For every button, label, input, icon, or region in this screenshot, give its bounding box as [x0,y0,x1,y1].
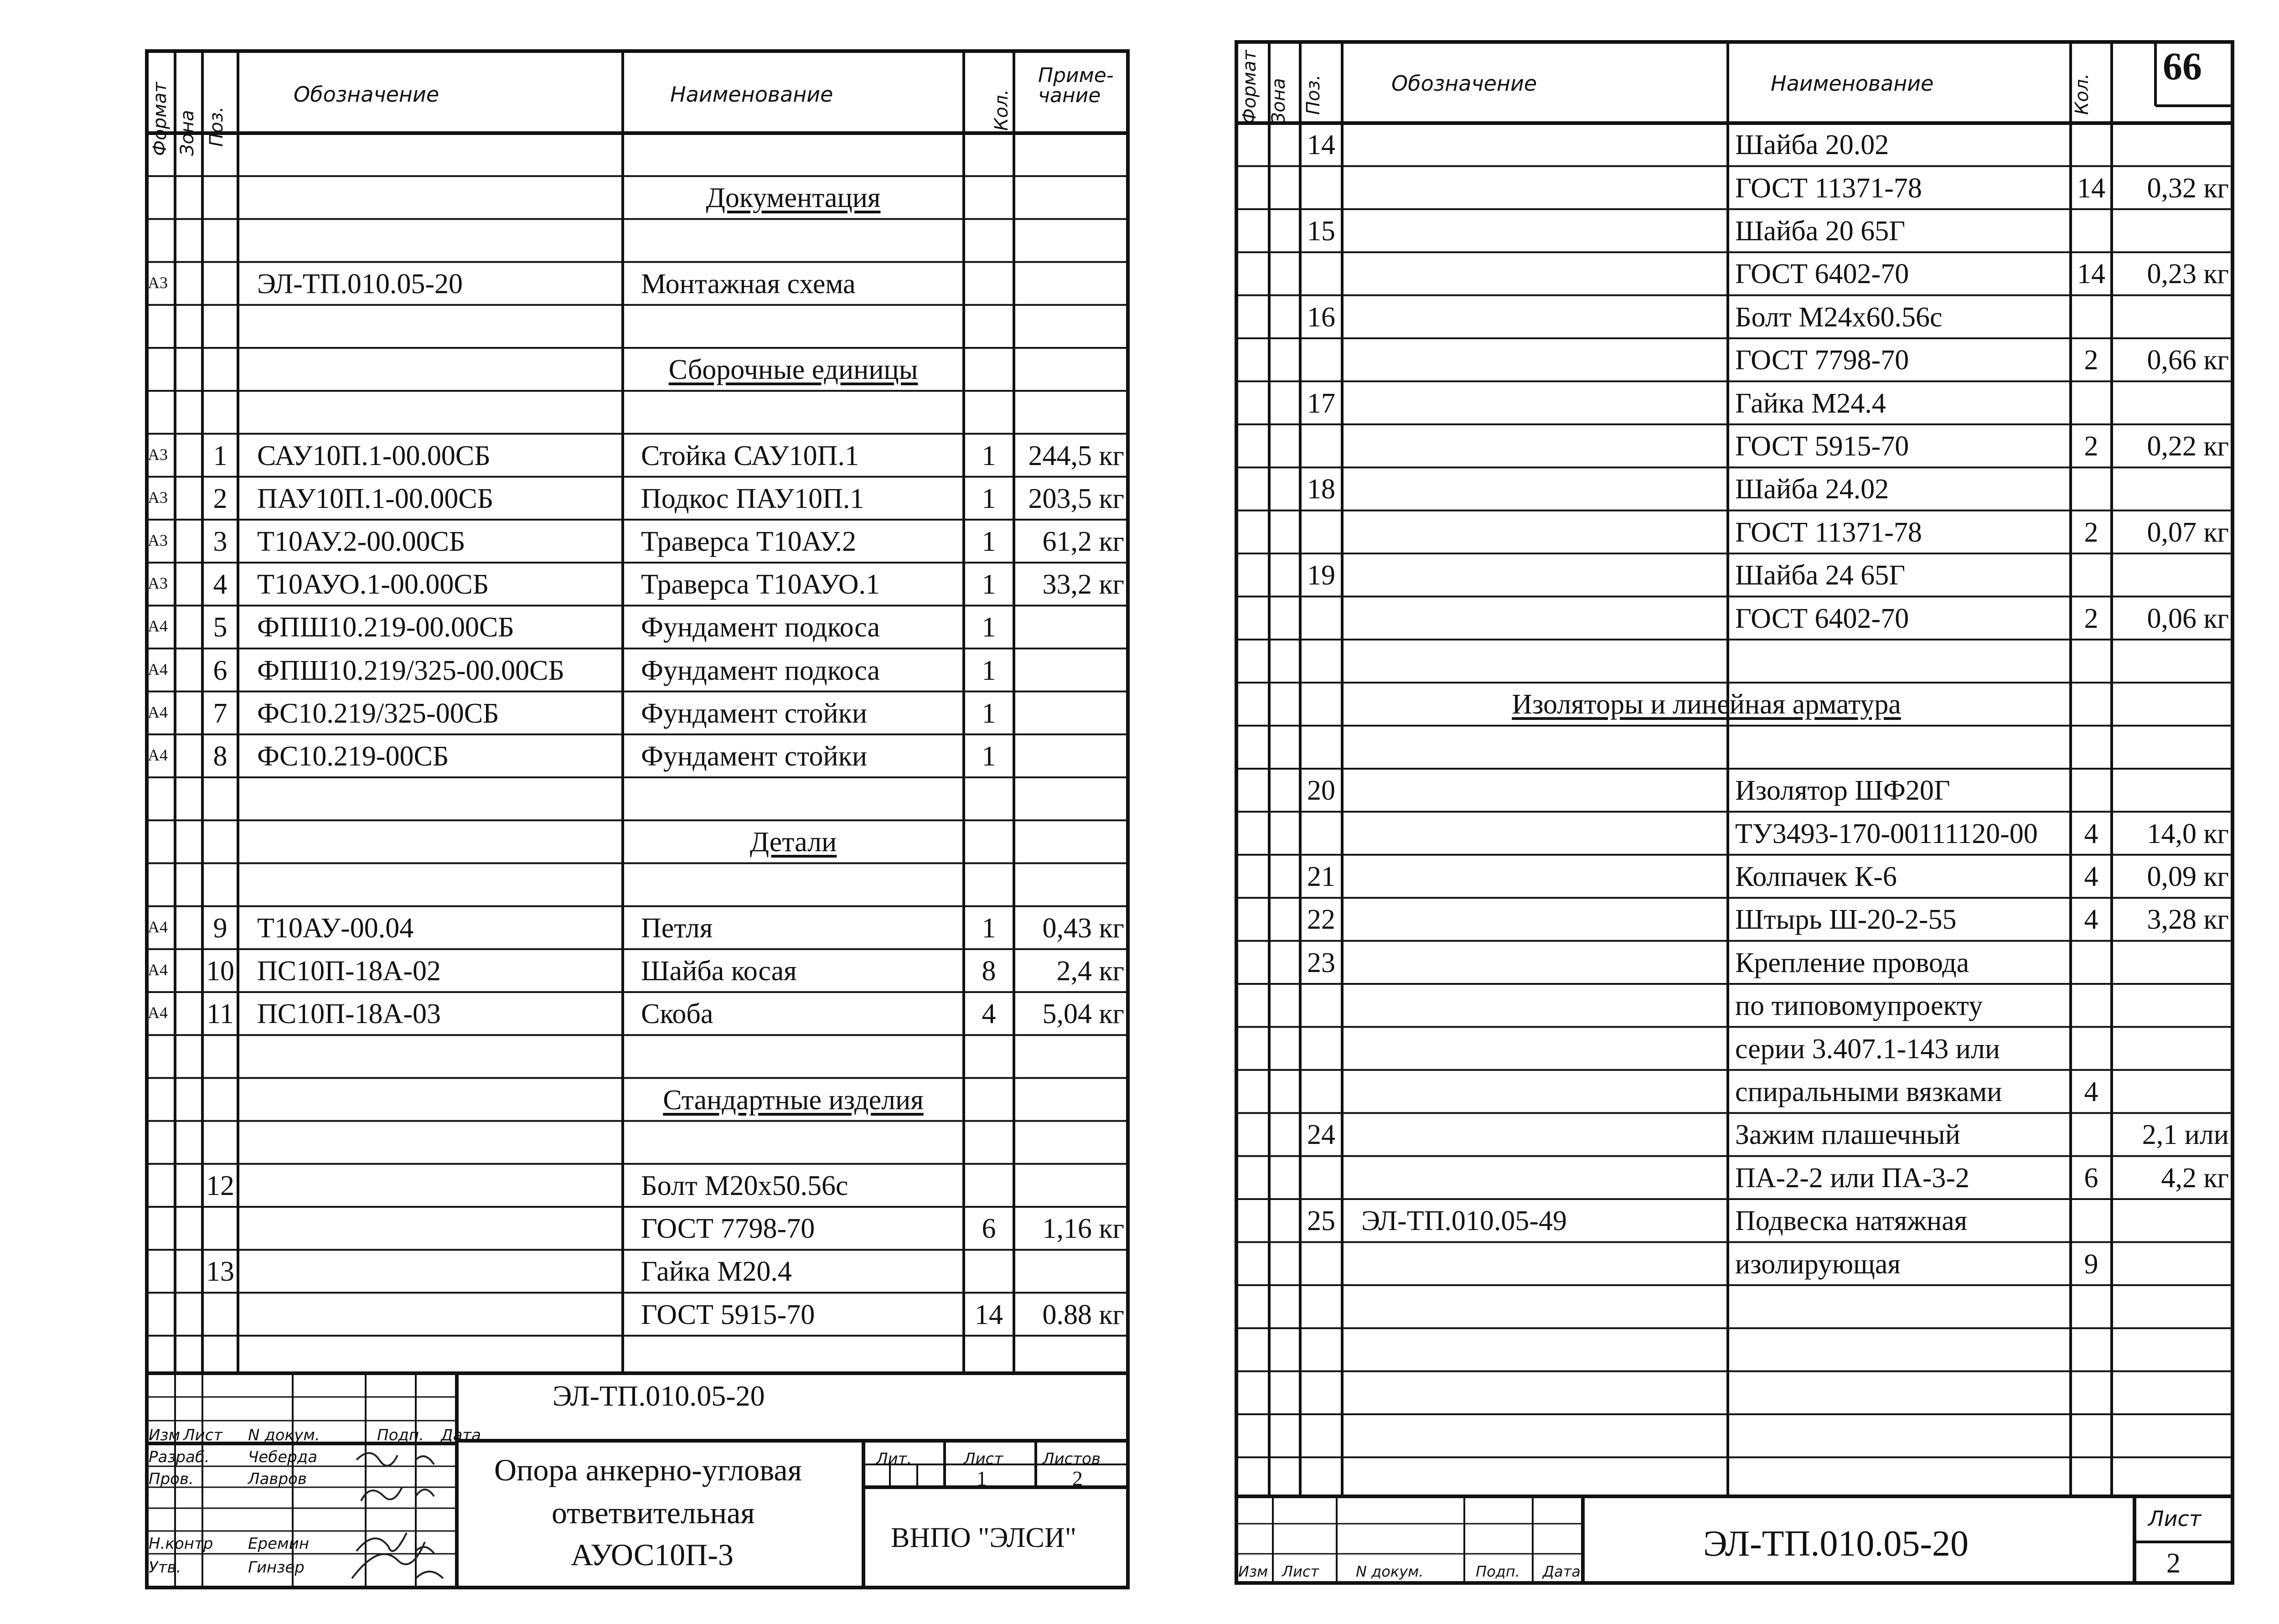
quantity-cell: 1 [982,912,996,944]
format-cell: А4 [148,745,168,764]
position-cell: 23 [1307,947,1335,978]
position-cell: 2 [213,483,227,514]
quantity-cell: 1 [982,740,996,772]
section-title: Документация [706,182,881,214]
sheets-label: Листов [1043,1450,1101,1468]
name-cell: ГОСТ 5915-70 [641,1299,815,1330]
sheet-label: Лист [964,1450,1003,1468]
header-qty: Кол. [2072,73,2093,115]
name-cell: ГОСТ 6402-70 [1735,259,1909,290]
col-ndoc: N докум. [248,1426,320,1444]
position-cell: 4 [213,569,227,600]
quantity-cell: 2 [2084,431,2098,462]
note-cell: 0.88 кг [1042,1299,1124,1330]
name-cell: Шайба косая [641,955,797,987]
note-cell: 33,2 кг [1042,569,1124,600]
col-data: Дата [1543,1563,1581,1580]
header-zone: Зона [1268,78,1289,124]
specification-sheet-2 [1236,42,2232,1583]
quantity-cell: 1 [982,440,996,471]
name-cell: ГОСТ 5915-70 [1735,431,1909,462]
name-cell: Подвеска натяжная [1735,1205,1968,1237]
quantity-cell: 8 [982,955,996,987]
quantity-cell: 6 [2084,1162,2098,1194]
position-cell: 9 [213,912,227,944]
designation-cell: ФС10.219/325-00СБ [257,698,499,729]
position-cell: 22 [1307,904,1335,936]
sheets-value: 2 [1072,1467,1083,1490]
col-ndoc: N докум. [1356,1563,1424,1580]
col-izm: Изм [149,1426,181,1444]
header-zone: Зона [177,110,198,156]
sheet-value: 1 [977,1467,987,1490]
designation-cell: ПС10П-18А-02 [257,955,441,987]
quantity-cell: 4 [2084,861,2098,892]
name-cell: Изолятор ШФ20Г [1735,775,1950,807]
quantity-cell: 14 [2077,259,2105,290]
role-prov: Пров. [149,1470,194,1488]
col-list: Лист [1282,1563,1319,1580]
section-title: Стандартные изделия [663,1084,924,1116]
note-cell: 2,1 или [2142,1119,2229,1151]
position-cell: 24 [1307,1119,1335,1151]
name-cell: ГОСТ 11371-78 [1735,172,1922,204]
header-pos: Поз. [1303,74,1324,115]
position-cell: 18 [1307,474,1335,505]
name-cell: Фундамент стойки [641,740,868,772]
name-cell: Подкос ПАУ10П.1 [641,483,864,514]
name-cell: Болт М20х50.56с [641,1170,848,1201]
person-utv: Гинзер [248,1558,305,1577]
designation-cell: ФПШ10.219/325-00.00СБ [257,655,565,686]
format-cell: А4 [148,960,168,979]
note-cell: 3,28 кг [2147,904,2229,936]
position-cell: 16 [1307,301,1335,333]
format-cell: А3 [148,574,168,593]
quantity-cell: 9 [2084,1248,2098,1280]
note-cell: 0,22 кг [2147,431,2229,462]
designation-cell: Т10АУО.1-00.00СБ [257,569,489,600]
position-cell: 11 [207,998,234,1030]
name-cell: ГОСТ 6402-70 [1735,603,1909,634]
header-format: Формат [1239,50,1260,124]
sheet-label: Лист [2148,1506,2201,1531]
designation-cell: САУ10П.1-00.00СБ [257,440,491,471]
note-cell: 5,04 кг [1042,998,1124,1030]
header-name: Наименование [1771,71,1934,96]
quantity-cell: 1 [982,698,996,729]
name-cell: Крепление провода [1735,947,1969,978]
title-line-3: АУОС10П-3 [571,1537,734,1572]
note-cell: 1,16 кг [1042,1213,1124,1245]
name-cell: изолирующая [1735,1248,1901,1280]
name-cell: по типовомупроекту [1735,990,1983,1022]
name-cell: Гайка М24.4 [1735,388,1886,419]
format-cell: А3 [148,531,168,549]
person-nkontr: Еремин [248,1535,309,1553]
name-cell: Стойка САУ10П.1 [641,440,859,471]
name-cell: Шайба 20 65Г [1735,216,1906,247]
designation-cell: ЭЛ-ТП.010.05-49 [1361,1205,1567,1237]
note-cell: 14,0 кг [2147,818,2229,849]
section-title: Сборочные единицы [668,354,918,386]
format-cell: А4 [148,617,168,636]
note-cell: 0,32 кг [2147,172,2229,204]
designation-cell: ПС10П-18А-03 [257,998,441,1030]
quantity-cell: 1 [982,655,996,686]
note-cell: 0,66 кг [2147,345,2229,376]
header-pos: Поз. [206,106,227,147]
note-cell: 2,4 кг [1056,955,1124,987]
position-cell: 14 [1307,129,1335,161]
name-cell: Колпачек К-6 [1735,861,1897,892]
position-cell: 20 [1307,775,1335,807]
position-cell: 13 [206,1256,234,1288]
header-designation: Обозначение [294,82,439,107]
format-cell: А4 [148,917,168,936]
header-note: Приме- чание [1038,64,1114,107]
name-cell: Фундамент подкоса [641,655,880,686]
note-cell: 4,2 кг [2161,1162,2229,1194]
quantity-cell: 4 [2084,1076,2098,1107]
name-cell: спиральными вязками [1735,1076,2002,1107]
specification-sheet-1 [147,51,1128,1588]
role-razrab: Разраб. [149,1448,210,1466]
position-cell: 1 [213,440,227,471]
designation-cell: ЭЛ-ТП.010.05-20 [257,268,463,300]
signatures [347,1442,493,1588]
format-cell: А4 [148,660,168,678]
section-title: Изоляторы и линейная арматура [1512,689,1901,720]
person-razrab: Чеберда [248,1448,318,1466]
name-cell: ГОСТ 7798-70 [641,1213,815,1245]
quantity-cell: 6 [982,1213,996,1245]
quantity-cell: 1 [982,526,996,557]
col-data: Дата [441,1426,481,1444]
header-designation: Обозначение [1391,71,1537,96]
position-cell: 7 [213,698,227,729]
page-number: 66 [2163,44,2202,88]
name-cell: Фундамент стойки [641,698,868,729]
note-cell: 244,5 кг [1028,440,1124,471]
position-cell: 6 [213,655,227,686]
quantity-cell: 2 [2084,345,2098,376]
note-cell: 0,23 кг [2147,259,2229,290]
col-list: Лист [183,1426,223,1444]
name-cell: ТУ3493-170-00111120-00 [1735,818,2038,849]
title-line-2: ответвительная [552,1495,755,1530]
format-cell: А4 [148,703,168,721]
quantity-cell: 1 [982,569,996,600]
name-cell: Фундамент подкоса [641,612,880,643]
name-cell: Гайка М20.4 [641,1256,792,1288]
quantity-cell: 14 [975,1299,1003,1330]
name-cell: Болт М24х60.56с [1735,301,1943,333]
designation-cell: Т10АУ-00.04 [257,912,414,944]
col-podp: Подп. [1476,1563,1520,1580]
header-qty: Кол. [991,89,1012,131]
col-podp: Подп. [377,1426,424,1444]
position-cell: 10 [206,955,234,987]
quantity-cell: 4 [982,998,996,1030]
quantity-cell: 4 [2084,904,2098,936]
position-cell: 3 [213,526,227,557]
doc-code: ЭЛ-ТП.010.05-20 [553,1380,765,1412]
position-cell: 15 [1307,216,1335,247]
name-cell: Траверса Т10АУО.1 [641,569,880,600]
name-cell: Скоба [641,998,713,1030]
name-cell: ГОСТ 7798-70 [1735,345,1909,376]
designation-cell: Т10АУ.2-00.00СБ [257,526,465,557]
quantity-cell: 2 [2084,517,2098,548]
position-cell: 25 [1307,1205,1335,1237]
quantity-cell: 4 [2084,818,2098,849]
name-cell: Шайба 24 65Г [1735,560,1906,591]
note-cell: 0,06 кг [2147,603,2229,634]
header-format: Формат [150,82,171,156]
role-utv: Утв. [149,1558,181,1577]
name-cell: Шайба 20.02 [1735,129,1889,161]
organization: ВНПО "ЭЛСИ" [891,1522,1076,1553]
name-cell: Штырь Ш-20-2-55 [1735,904,1957,936]
format-cell: А3 [148,445,168,464]
quantity-cell: 2 [2084,603,2098,634]
position-cell: 17 [1307,388,1335,419]
name-cell: Шайба 24.02 [1735,474,1889,505]
role-nkontr: Н.контр [149,1535,213,1553]
note-cell: 61,2 кг [1042,526,1124,557]
designation-cell: ФС10.219-00СБ [257,740,449,772]
note-cell: 203,5 кг [1028,483,1124,514]
format-cell: А3 [148,273,168,292]
header-name: Наименование [670,82,833,107]
quantity-cell: 14 [2077,172,2105,204]
name-cell: Петля [641,912,713,944]
format-cell: А3 [148,488,168,507]
note-cell: 0,07 кг [2147,517,2229,548]
name-cell: ГОСТ 11371-78 [1735,517,1922,548]
name-cell: ПА-2-2 или ПА-3-2 [1735,1162,1969,1194]
person-prov: Лавров [248,1470,307,1488]
note-cell: 0,09 кг [2147,861,2229,892]
name-cell: Зажим плашечный [1735,1119,1960,1151]
col-izm: Изм [1238,1563,1268,1580]
name-cell: серии 3.407.1-143 или [1735,1033,2000,1065]
lit-label: Лит. [876,1450,912,1468]
position-cell: 5 [213,612,227,643]
position-cell: 8 [213,740,227,772]
designation-cell: ПАУ10П.1-00.00СБ [257,483,494,514]
quantity-cell: 1 [982,612,996,643]
title-line-1: Опора анкерно-угловая [494,1453,802,1487]
section-title: Детали [749,827,837,858]
name-cell: Траверса Т10АУ.2 [641,526,857,557]
name-cell: Монтажная схема [641,268,856,300]
position-cell: 19 [1307,560,1335,591]
position-cell: 12 [206,1170,234,1201]
quantity-cell: 1 [982,483,996,514]
position-cell: 21 [1307,861,1335,892]
sheet-value: 2 [2166,1548,2181,1579]
doc-code: ЭЛ-ТП.010.05-20 [1703,1524,1969,1564]
note-cell: 0,43 кг [1042,912,1124,944]
format-cell: А4 [148,1003,168,1022]
designation-cell: ФПШ10.219-00.00СБ [257,612,514,643]
